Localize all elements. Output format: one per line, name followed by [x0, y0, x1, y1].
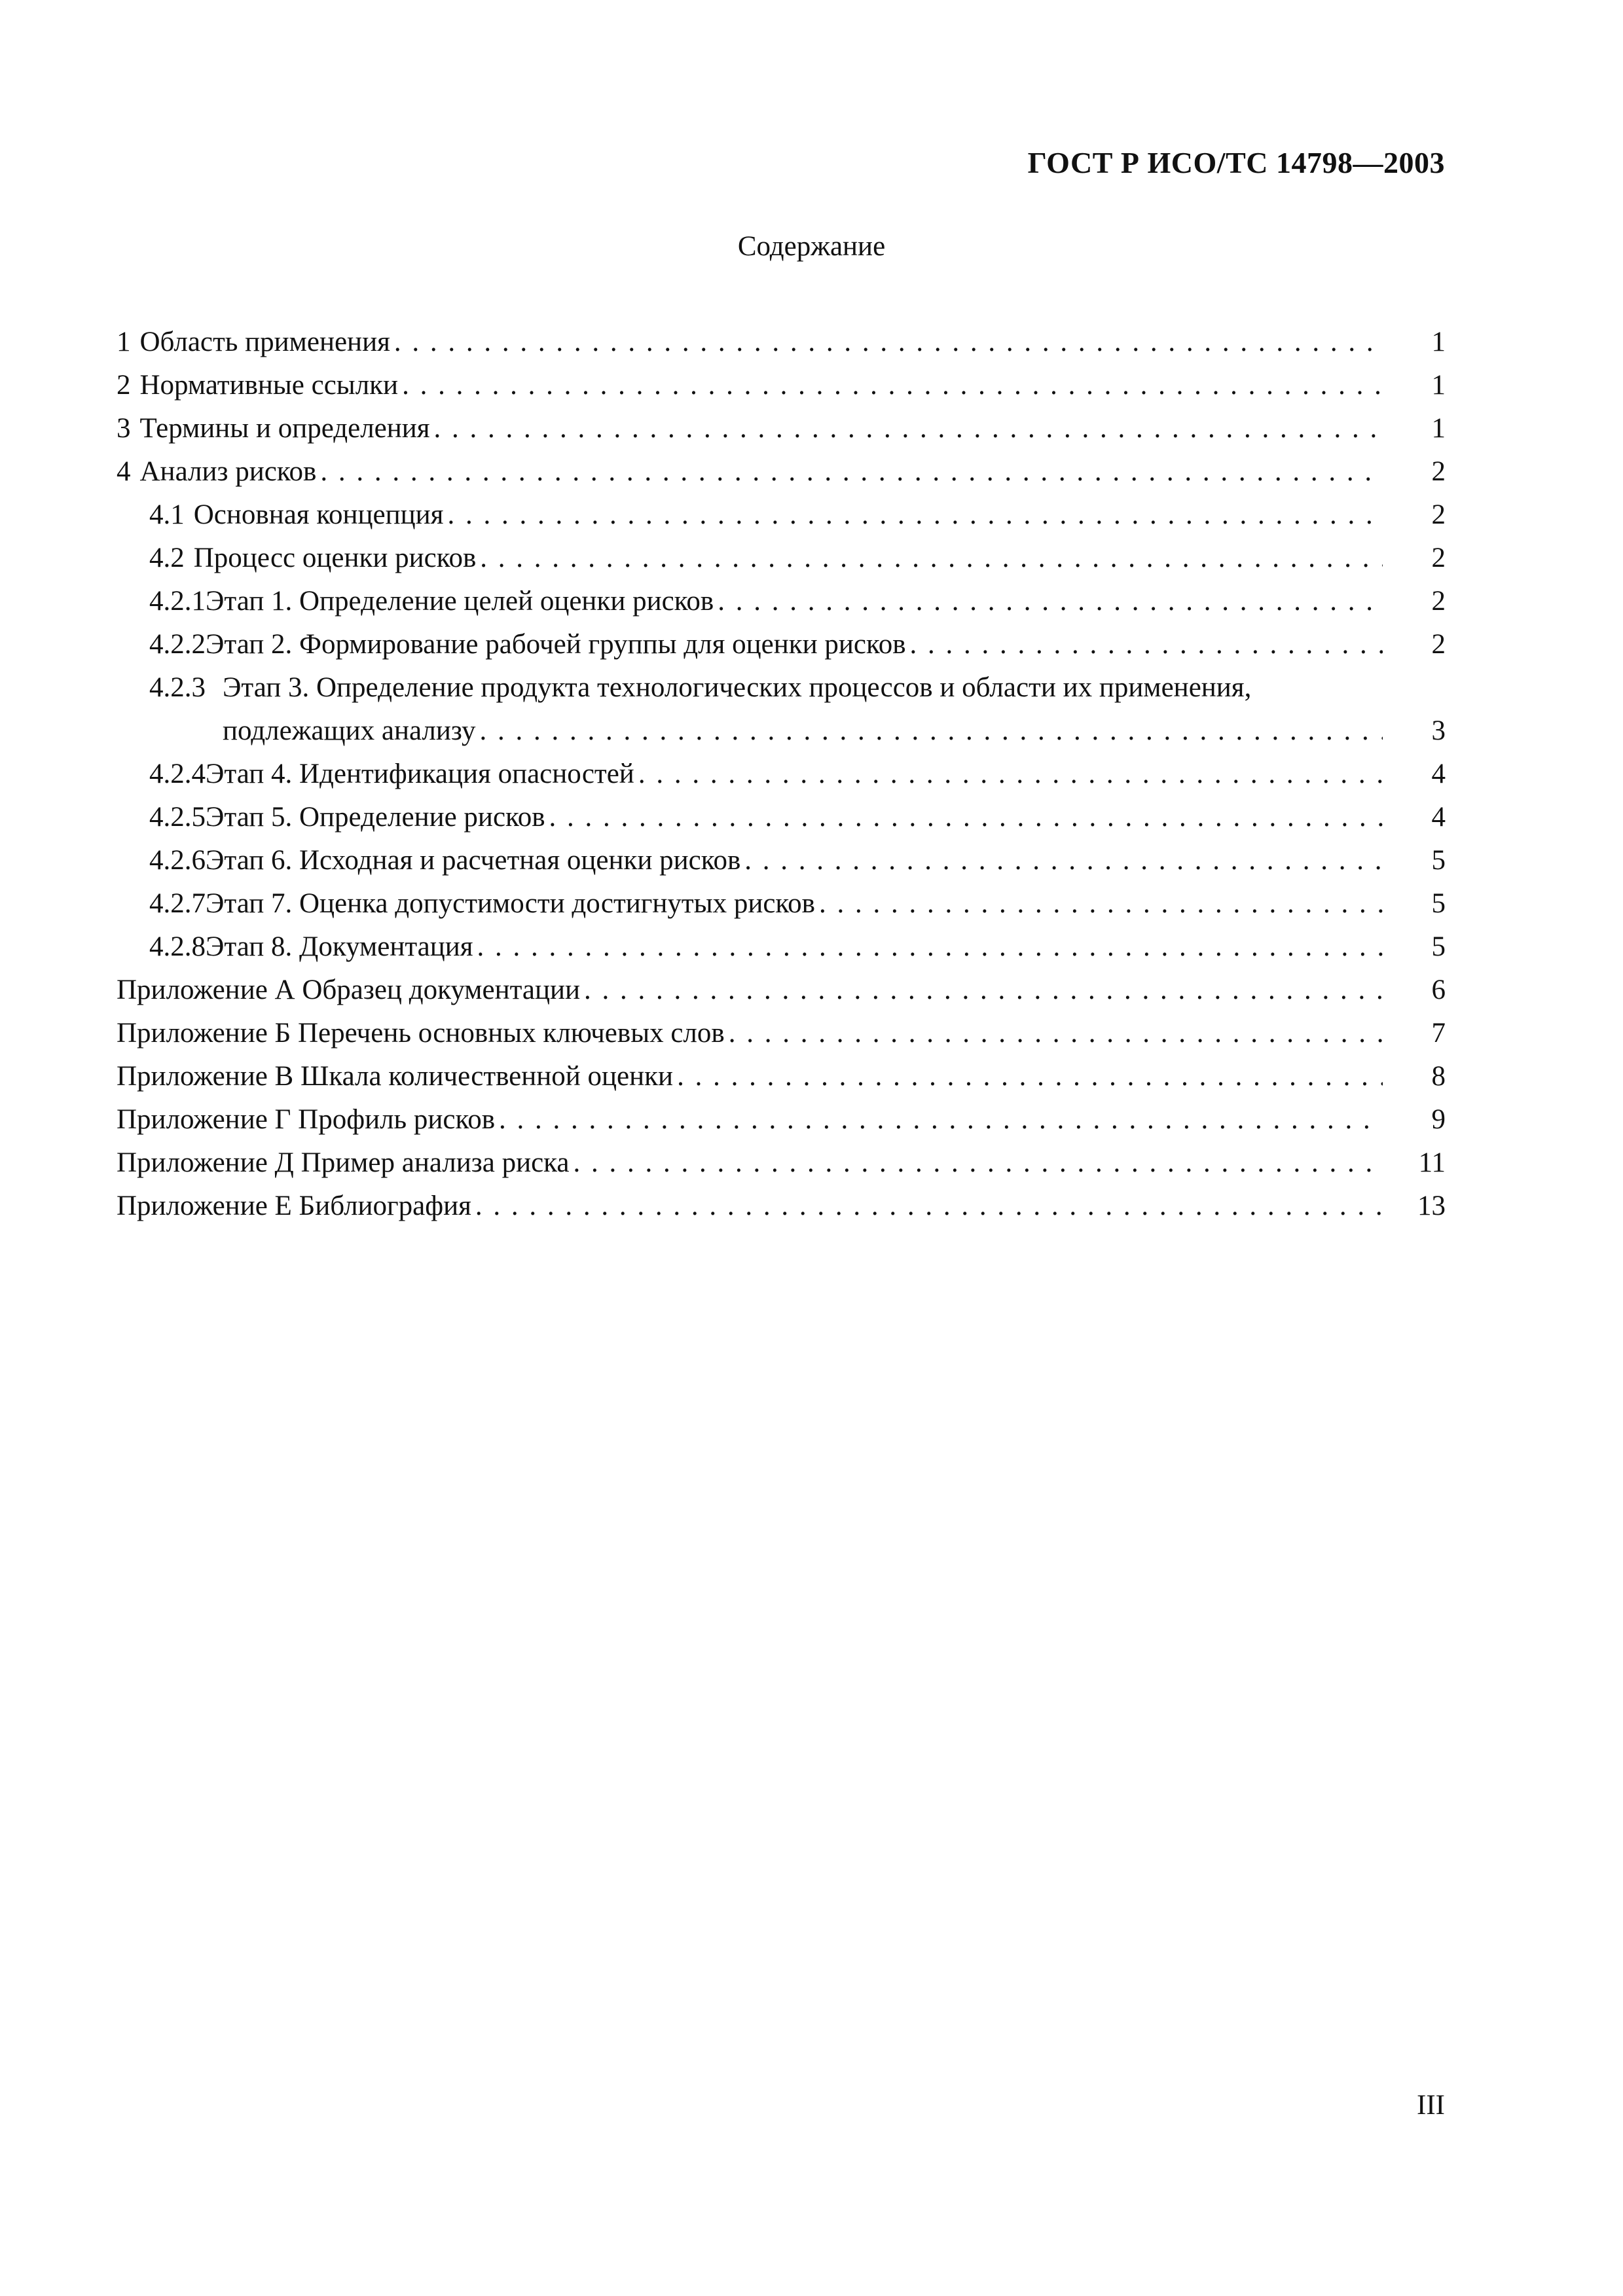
- toc-dot-leader: [819, 882, 1383, 925]
- toc-dot-leader: [638, 753, 1383, 796]
- toc-entry-page: 2: [1431, 499, 1446, 530]
- toc-entry-title: Термины и определения: [139, 413, 430, 444]
- toc-entry-title: Процесс оценки рисков: [193, 543, 477, 573]
- toc-entry-title: Основная концепция: [193, 499, 444, 530]
- toc-entry-number: 4.2.4: [149, 759, 206, 789]
- toc-entry-page: 2: [1431, 543, 1446, 573]
- toc-entry-page: 11: [1418, 1147, 1446, 1178]
- toc-entry-appendix[interactable]: [117, 1055, 1446, 1098]
- toc-entry[interactable]: [117, 321, 1446, 364]
- toc-entry-number: 4.2.2: [149, 629, 206, 660]
- toc-entry-page: 3: [1431, 715, 1446, 746]
- toc-entry-page: 1: [1431, 413, 1446, 444]
- toc-entry-title: Приложение Б Перечень основных ключевых слов: [117, 1018, 725, 1049]
- toc-entry-title-continued: подлежащих анализу: [223, 715, 476, 746]
- table-of-contents: [117, 321, 1446, 1228]
- toc-dot-leader: [394, 321, 1383, 364]
- toc-entry-second-line: [149, 709, 1446, 753]
- toc-entry-number: 4.1: [149, 499, 185, 530]
- toc-dot-leader: [677, 1055, 1383, 1098]
- toc-entry[interactable]: [117, 796, 1446, 839]
- toc-entry[interactable]: [117, 623, 1446, 666]
- toc-dot-leader: [479, 709, 1383, 753]
- toc-entry-appendix[interactable]: [117, 1185, 1446, 1228]
- toc-entry-page: 2: [1431, 586, 1446, 617]
- toc-entry-page: 13: [1417, 1191, 1446, 1221]
- toc-entry-appendix[interactable]: [117, 1098, 1446, 1141]
- page-number-roman: III: [1417, 2090, 1445, 2121]
- toc-entry-page: 6: [1431, 975, 1446, 1005]
- toc-entry-number: 4.2.6: [149, 845, 206, 876]
- toc-entry-title: Приложение Г Профиль рисков: [117, 1104, 496, 1135]
- toc-entry-first-line: [149, 666, 1446, 709]
- toc-entry-number: 2: [117, 370, 131, 401]
- toc-entry[interactable]: [117, 839, 1446, 882]
- toc-dot-leader: [320, 450, 1383, 493]
- toc-entry-appendix[interactable]: [117, 1141, 1446, 1185]
- toc-entry-page: 4: [1431, 759, 1446, 789]
- toc-entry-page: 9: [1431, 1104, 1446, 1135]
- toc-entry-page: 8: [1431, 1061, 1446, 1092]
- toc-title: Содержание: [737, 231, 886, 262]
- toc-entry[interactable]: [117, 537, 1446, 580]
- toc-dot-leader: [574, 1141, 1383, 1185]
- toc-dot-leader: [434, 407, 1383, 450]
- toc-entry-page: 2: [1431, 629, 1446, 660]
- toc-entry-title: Приложение В Шкала количественной оценки: [117, 1061, 674, 1092]
- toc-dot-leader: [729, 1012, 1383, 1055]
- toc-entry-page: 4: [1431, 802, 1446, 833]
- toc-entry-page: 5: [1431, 845, 1446, 876]
- toc-dot-leader: [910, 623, 1383, 666]
- toc-entry-number: 4.2: [149, 543, 185, 573]
- toc-entry-title: Анализ рисков: [139, 456, 317, 487]
- toc-dot-leader: [744, 839, 1383, 882]
- toc-entry-page: 5: [1431, 931, 1446, 962]
- toc-entry[interactable]: [117, 882, 1446, 925]
- toc-dot-leader: [447, 493, 1383, 537]
- toc-entry-number: 4.2.5: [149, 802, 206, 833]
- toc-entry-title: Область применения: [139, 327, 390, 357]
- toc-entry[interactable]: [117, 925, 1446, 969]
- toc-entry-title: Этап 4. Идентификация опасностей: [206, 759, 634, 789]
- document-code-header: ГОСТ Р ИСО/ТС 14798—2003: [1027, 146, 1445, 179]
- toc-entry[interactable]: [117, 580, 1446, 623]
- toc-dot-leader: [499, 1098, 1383, 1141]
- toc-entry-title: Нормативные ссылки: [139, 370, 399, 401]
- toc-entry-page: 2: [1431, 456, 1446, 487]
- toc-entry-number: 4: [117, 456, 131, 487]
- toc-dot-leader: [480, 537, 1383, 580]
- toc-entry[interactable]: [117, 450, 1446, 493]
- toc-entry-title: Этап 8. Документация: [206, 931, 473, 962]
- toc-entry-number: 4.2.7: [149, 888, 206, 919]
- toc-entry-number: 3: [117, 413, 131, 444]
- toc-entry-title: Приложение А Образец документации: [117, 975, 581, 1005]
- toc-entry-page: 1: [1431, 370, 1446, 401]
- toc-entry[interactable]: [117, 493, 1446, 537]
- toc-entry[interactable]: [117, 666, 1446, 753]
- toc-entry[interactable]: [117, 407, 1446, 450]
- toc-entry-title: Этап 5. Определение рисков: [206, 802, 545, 833]
- toc-entry-number: 4.2.1: [149, 586, 206, 617]
- toc-entry-number: 4.2.8: [149, 931, 206, 962]
- toc-entry-number: 1: [117, 327, 131, 357]
- toc-dot-leader: [477, 925, 1383, 969]
- toc-entry[interactable]: [117, 364, 1446, 407]
- toc-entry-page: 7: [1431, 1018, 1446, 1049]
- toc-entry-title: Приложение Е Библиография: [117, 1191, 471, 1221]
- toc-dot-leader: [584, 969, 1383, 1012]
- toc-entry-title: Этап 3. Определение продукта технологических процессов и области их применения,: [223, 672, 1252, 703]
- toc-entry[interactable]: [117, 753, 1446, 796]
- toc-entry-page: 5: [1431, 888, 1446, 919]
- toc-entry-title: Этап 6. Исходная и расчетная оценки рисков: [206, 845, 741, 876]
- toc-entry-page: 1: [1431, 327, 1446, 357]
- toc-dot-leader: [475, 1185, 1383, 1228]
- toc-dot-leader: [402, 364, 1383, 407]
- toc-entry-title: Этап 2. Формирование рабочей группы для оценки рисков: [206, 629, 906, 660]
- toc-entry-title: Приложение Д Пример анализа риска: [117, 1147, 570, 1178]
- toc-entry-title: Этап 1. Определение целей оценки рисков: [206, 586, 714, 617]
- toc-entry-title: Этап 7. Оценка допустимости достигнутых рисков: [206, 888, 815, 919]
- toc-entry-appendix[interactable]: [117, 1012, 1446, 1055]
- toc-dot-leader: [549, 796, 1383, 839]
- toc-entry-appendix[interactable]: [117, 969, 1446, 1012]
- toc-dot-leader: [718, 580, 1383, 623]
- toc-entry-number: 4.2.3: [149, 672, 206, 703]
